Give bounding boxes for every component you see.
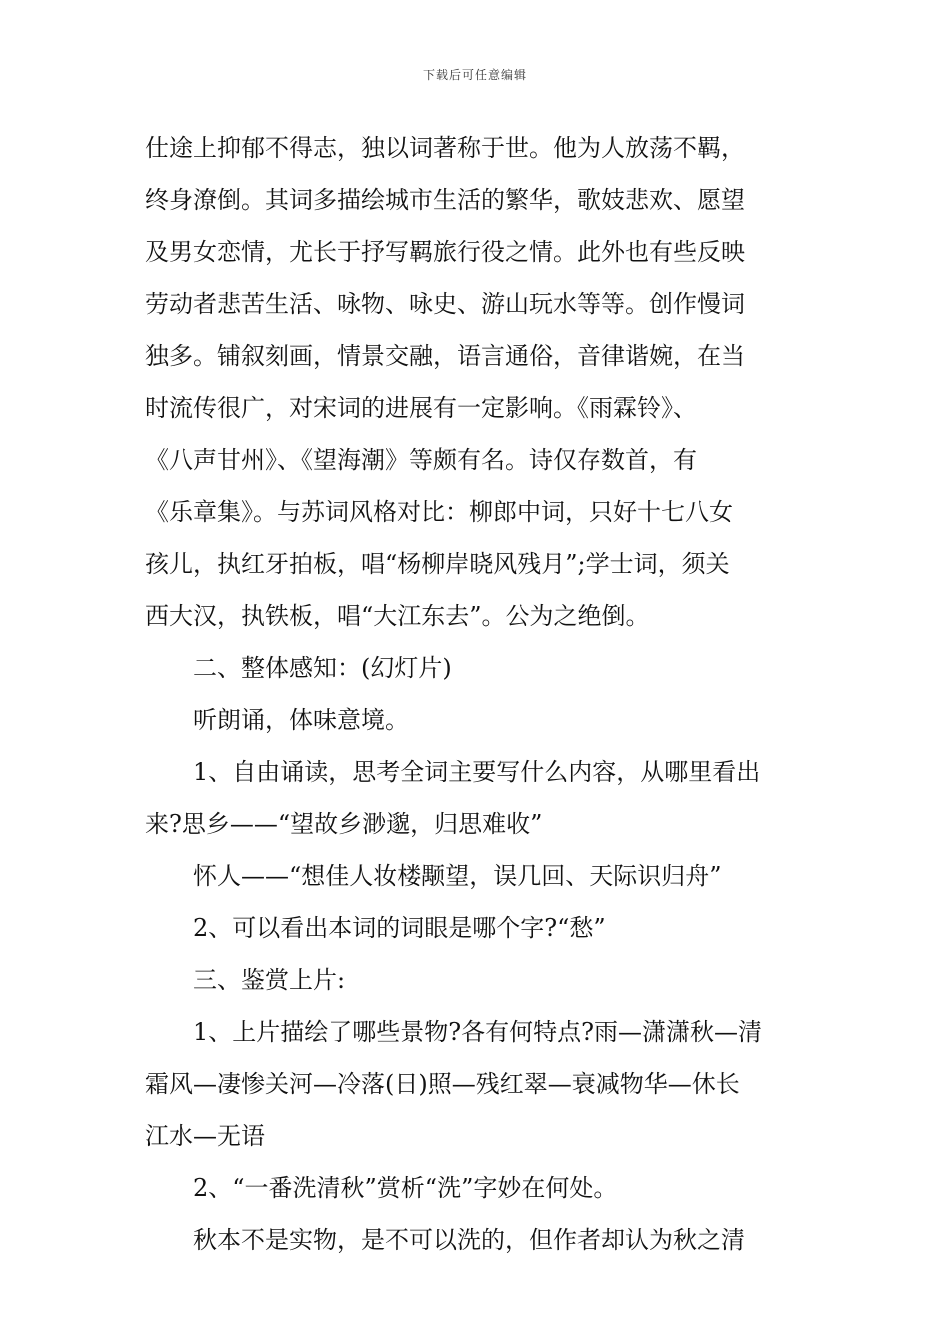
paragraph: [145, 694, 810, 746]
paragraph: [145, 746, 810, 850]
text-line: 1、上片描绘了哪些景物?各有何特点?雨—潇潇秋—清: [193, 1018, 763, 1046]
paragraph: [145, 122, 810, 642]
text-line: 2、“一番洗清秋”赏析“洗”字妙在何处。: [193, 1174, 618, 1202]
paragraph: [145, 850, 810, 902]
text-line: 来?思乡——“望故乡渺邈，归思难收”: [145, 810, 543, 838]
paragraph: [145, 642, 810, 694]
text-line: 独多。铺叙刻画，情景交融，语言通俗，音律谐婉，在当: [145, 342, 745, 370]
paragraph: [145, 1214, 810, 1266]
text-line: 西大汉，执铁板，唱“大江东去”。公为之绝倒。: [145, 602, 650, 630]
paragraph: [145, 1162, 810, 1214]
text-line: 《八声甘州》、《望海潮》等颇有名。诗仅存数首，有: [145, 446, 697, 474]
text-line: 三、鉴赏上片:: [193, 966, 346, 994]
document-body: [145, 122, 810, 1266]
text-line: 怀人——“想佳人妆楼颙望，误几回、天际识归舟”: [193, 862, 722, 890]
text-line: 仕途上抑郁不得志，独以词著称于世。他为人放荡不羁，: [145, 134, 745, 162]
paragraph: [145, 1006, 810, 1162]
text-line: 1、自由诵读，思考全词主要写什么内容，从哪里看出: [193, 758, 761, 786]
paragraph: [145, 954, 810, 1006]
text-line: 霜风—凄惨关河—冷落(日)照—残红翠—衰减物华—休长: [145, 1070, 740, 1098]
text-line: 劳动者悲苦生活、咏物、咏史、游山玩水等等。创作慢词: [145, 290, 745, 318]
page-header: 下载后可任意编辑: [422, 68, 527, 82]
text-line: 《乐章集》。与苏词风格对比：柳郎中词，只好十七八女: [145, 498, 733, 526]
text-line: 二、整体感知：(幻灯片): [193, 654, 452, 682]
text-line: 江水—无语: [145, 1122, 265, 1150]
text-line: 终身潦倒。其词多描绘城市生活的繁华，歌妓悲欢、愿望: [145, 186, 745, 214]
text-line: 秋本不是实物，是不可以洗的，但作者却认为秋之清: [193, 1226, 745, 1254]
text-line: 听朗诵，体味意境。: [193, 706, 409, 734]
text-line: 2、可以看出本词的词眼是哪个字?“愁”: [193, 914, 606, 942]
text-line: 时流传很广，对宋词的进展有一定影响。《雨霖铃》、: [145, 394, 697, 422]
text-line: 及男女恋情，尤长于抒写羁旅行役之情。此外也有些反映: [145, 238, 745, 266]
text-line: 孩儿，执红牙拍板，唱“杨柳岸晓风残月”;学士词，须关: [145, 550, 730, 578]
paragraph: [145, 902, 810, 954]
